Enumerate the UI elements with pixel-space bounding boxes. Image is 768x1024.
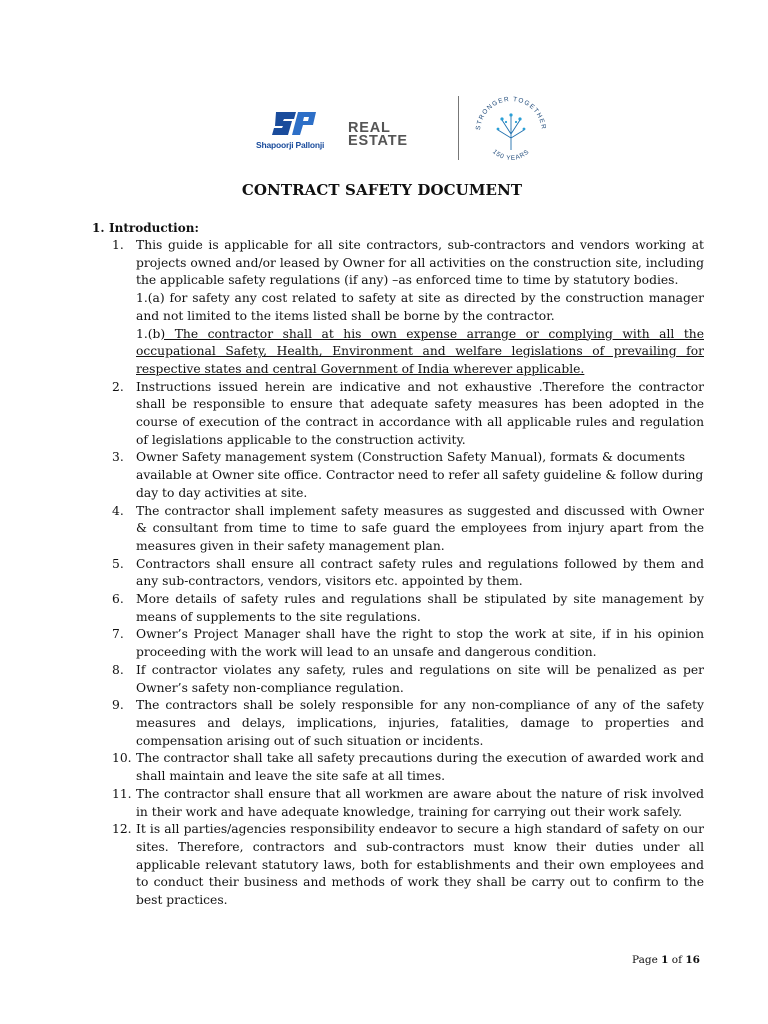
list-item-text: It is all parties/agencies responsibility endeavor to secure a high standard of safety on our sites. Therefore, contractors and sub-contractors must know their duties under all applicable relevant statutory laws, both for establishments and their own employees and to conduct their business and methods of work they shall be carry out to confirm to the best practices. (136, 822, 704, 908)
anniversary-bottom-text: 150 YEARS (491, 148, 531, 162)
list-item-number: 2. (112, 379, 124, 394)
real-estate-line-1: REAL (348, 120, 391, 136)
list-item-text: This guide is applicable for all site contractors, sub-contractors and vendors working at projects owned and/or leased by Owner for all activities on the construction site, including the applicable safety regulations (if any) –as enforced time to time by statutory bodies. (136, 238, 704, 288)
list-item (112, 379, 704, 450)
list-item (112, 237, 704, 379)
list-item (112, 503, 704, 556)
list-item (112, 449, 704, 502)
document-title: CONTRACT SAFETY DOCUMENT (241, 181, 523, 199)
list-item-text: The contractor shall take all safety precautions during the execution of awarded work and shall maintain and leave the site safe at all times. (136, 751, 704, 784)
section-number: 1. (92, 221, 105, 235)
list-item-text: Instructions issued herein are indicative and not exhaustive .Therefore the contractor shall be responsible to ensure that adequate safety measures has been adopted in the course of execution of the contract in accordance with all applicable rules and regulation of legislations applicable to the construction activity. (136, 379, 704, 447)
real-estate-line-2: ESTATE (348, 133, 408, 149)
list-item-number: 5. (112, 556, 124, 571)
list-item-text: Contractors shall ensure all contract safety rules and regulations followed by them and any sub-contractors, vendors, visitors etc. appointed by them. (136, 556, 704, 589)
list-item-number: 12. (112, 822, 132, 837)
section-heading (92, 221, 199, 235)
list-item (112, 626, 704, 661)
list-item (112, 662, 704, 697)
list-item (112, 821, 704, 910)
list-item-number: 10. (112, 751, 132, 766)
sub-item-b (136, 326, 704, 379)
sub-item-a-text: for safety any cost related to safety at site as directed by the construction manager and not limited to the items listed shall be borne by the contractor. (136, 291, 704, 323)
section-title: Introduction: (109, 221, 199, 235)
introduction-list (112, 237, 704, 910)
sub-item-b-prefix: 1.(b (136, 326, 161, 341)
list-item (112, 697, 704, 750)
shapoorji-pallonji-logo (256, 108, 342, 152)
page-number (632, 954, 700, 966)
anniversary-top-text: STRONGER TOGETHER (474, 95, 548, 131)
list-item-number: 3. (112, 450, 124, 465)
list-item-number: 8. (112, 662, 124, 677)
page-label: Page (632, 954, 658, 966)
sp-monogram-icon (270, 108, 320, 138)
list-item-number: 11. (112, 786, 132, 801)
list-item-text: The contractors shall be solely responsible for any non-compliance of any of the safety measures and delays, implications, injuries, fatalities, damage to properties and compensation arising out of such situation or incidents. (136, 698, 704, 748)
of-label: of (671, 954, 683, 966)
company-name: Shapoorji Pallonji (256, 140, 325, 150)
list-item-number: 4. (112, 503, 124, 518)
list-item (112, 556, 704, 591)
list-item-text: The contractor shall ensure that all workmen are aware about the nature of risk involved in their work and have adequate knowledge, training for carrying out their work safely. (136, 786, 704, 819)
list-item-number: 6. (112, 592, 124, 607)
sub-item-a (136, 290, 704, 325)
current-page: 1 (661, 954, 669, 966)
list-item-text: If contractor violates any safety, rules and regulations on site will be penalized as per Owner’s safety non-compliance regulation. (136, 662, 704, 695)
header-divider (458, 96, 459, 160)
sub-item-b-text: ) The contractor shall at his own expense arrange or complying with all the occupational Safety, Health, Environment and welfare legislations of prevailing for respective states and central Government of India wherever applicable. (136, 326, 704, 376)
list-item (112, 786, 704, 821)
list-item-text: Owner Safety management system (Construction Safety Manual), formats & documents available at Owner site office. Contractor need to refer all safety guideline & follow during day to day activities at site. (136, 450, 704, 500)
list-item-text: More details of safety rules and regulations shall be stipulated by site management by means of supplements to the site regulations. (136, 592, 704, 624)
sub-item-a-prefix: 1.(a) (136, 291, 165, 306)
svg-text:150 YEARS (491, 148, 531, 162)
list-item-number: 9. (112, 698, 124, 713)
tree-icon (498, 116, 524, 150)
list-item-text: Owner’s Project Manager shall have the right to stop the work at site, if in his opinion proceeding with the work will lead to an unsafe and dangerous condition. (136, 627, 704, 660)
real-estate-wordmark (348, 122, 408, 148)
list-item-number: 7. (112, 627, 124, 642)
150-years-anniversary-logo (468, 94, 554, 166)
list-item (112, 750, 704, 785)
total-pages: 16 (685, 954, 700, 966)
list-item-text: The contractor shall implement safety measures as suggested and discussed with Owner & consultant from time to time to safe guard the employees from injury apart from the measures given in their safety management plan. (136, 503, 704, 553)
list-item (112, 591, 704, 626)
list-item-number: 1. (112, 238, 124, 252)
